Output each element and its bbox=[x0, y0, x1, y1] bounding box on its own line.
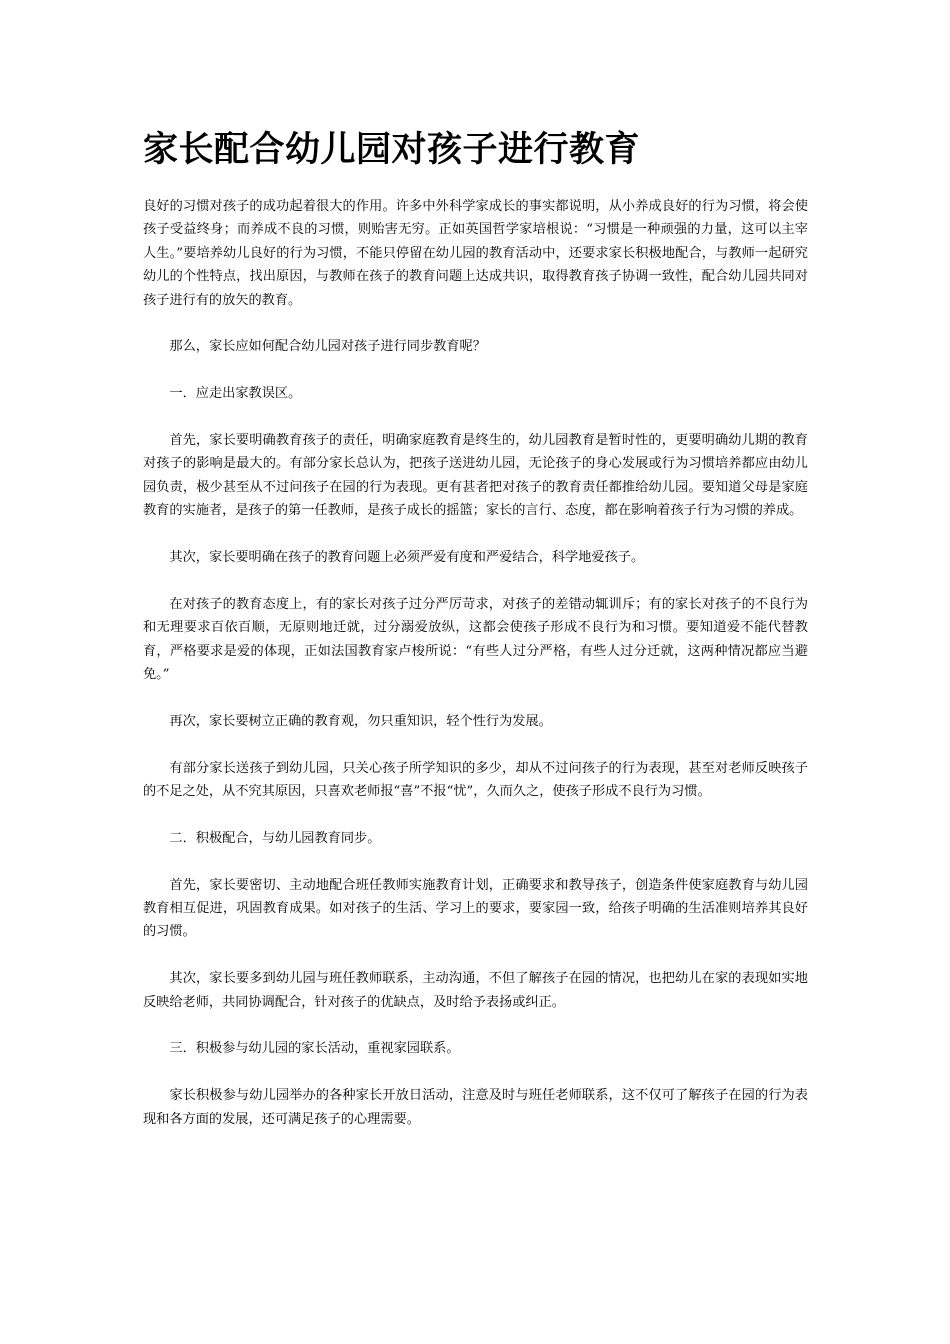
paragraph: 有部分家长送孩子到幼儿园，只关心孩子所学知识的多少，却从不过问孩子的行为表现，甚至对老师反映孩子的不足之处，从不究其原因，只喜欢老师报“喜”不报“忧”，久而久之，使孩子形成不良行为习惯。 bbox=[143, 760, 808, 800]
document-title: 家长配合幼儿园对孩子进行教育 bbox=[143, 129, 641, 170]
paragraph: 其次，家长要多到幼儿园与班任教师联系，主动沟通，不但了解孩子在园的情况，也把幼儿在家的表现如实地反映给老师，共同协调配合，针对孩子的优缺点，及时给予表扬或纠正。 bbox=[143, 971, 808, 1010]
section-heading-2: 二．积极配合，与幼儿园教育同步。 bbox=[169, 830, 381, 846]
paragraph: 家长积极参与幼儿园举办的各种家长开放日活动，注意及时与班任老师联系，这不仅可了解孩子在园的行为表现和各方面的发展，还可满足孩子的心理需要。 bbox=[143, 1088, 808, 1127]
document-body bbox=[143, 195, 808, 1131]
paragraph: 首先，家长要明确教育孩子的责任，明确家庭教育是终生的，幼儿园教育是暂时性的，更要明确幼儿期的教育对孩子的影响是最大的。有部分家长总认为，把孩子送进幼儿园，无论孩子的身心发展或行为习惯培养都应由幼儿园负责，极少甚至从不过问孩子在园的行为表现。更有甚者把对孩子的教育责任都推给幼儿园。要知道父母是家庭教育的实施者，是孩子的第一任教师，是孩子成长的摇篮；家长的言行、态度，都在影响着孩子行为习惯的养成。 bbox=[143, 433, 808, 519]
paragraph: 其次，家长要明确在孩子的教育问题上必须严爱有度和严爱结合，科学地爱孩子。 bbox=[169, 550, 645, 566]
paragraph-intro: 良好的习惯对孩子的成功起着很大的作用。许多中外科学家成长的事实都说明，从小养成良好的行为习惯，将会使孩子受益终身；而养成不良的习惯，则贻害无穷。正如英国哲学家培根说：“习惯是一种顽强的力量，这可以主宰人生。”要培养幼儿良好的行为习惯，不能只停留在幼儿园的教育活动中，还要求家长积极地配合，与教师一起研究幼儿的个性特点，找出原因，与教师在孩子的教育问题上达成共识，取得教育孩子协调一致性，配合幼儿园共同对孩子进行有的放矢的教育。 bbox=[143, 199, 808, 308]
section-heading-1: 一．应走出家教误区。 bbox=[169, 386, 302, 402]
paragraph-question: 那么，家长应如何配合幼儿园对孩子进行同步教育呢？ bbox=[169, 339, 486, 355]
paragraph: 再次，家长要树立正确的教育观，勿只重知识，轻个性行为发展。 bbox=[169, 713, 552, 729]
paragraph: 首先，家长要密切、主动地配合班任教师实施教育计划，正确要求和教导孩子，创造条件使家庭教育与幼儿园教育相互促进，巩固教育成果。如对孩子的生活、学习上的要求，要家园一致，给孩子明确的生活准则培养其良好的习惯。 bbox=[143, 877, 808, 940]
paragraph: 在对孩子的教育态度上，有的家长对孩子过分严厉苛求，对孩子的差错动辄训斥；有的家长对孩子的不良行为和无理要求百依百顺，无原则地迁就，过分溺爱放纵，这都会使孩子形成不良行为和习惯。要知道爱不能代替教育，严格要求是爱的体现，正如法国教育家卢梭所说：“有些人过分严格，有些人过分迁就，这两种情况都应当避免。” bbox=[143, 596, 808, 683]
section-heading-3: 三．积极参与幼儿园的家长活动，重视家园联系。 bbox=[169, 1041, 460, 1057]
